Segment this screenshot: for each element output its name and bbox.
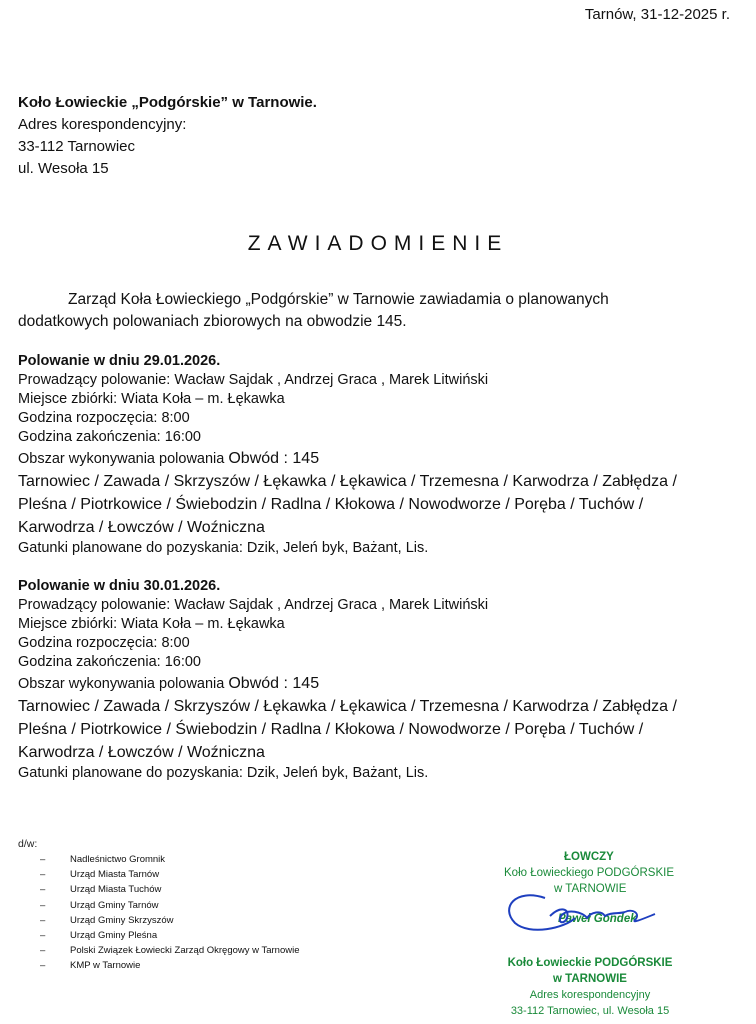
distribution-item (40, 882, 300, 897)
hunt-area-label: Obszar wykonywania polowania (18, 676, 225, 692)
intro-paragraph (18, 289, 609, 333)
hunt-places-line: Pleśna / Piotrkowice / Świebodzin / Radlna / Kłokowa / Nowodworze / Poręba / Tuchów / (18, 721, 644, 738)
sender-postal: 33-112 Tarnowiec (18, 138, 136, 155)
handwritten-signature (495, 868, 675, 938)
address-stamp (470, 955, 710, 1019)
hunt-section-2 (18, 577, 677, 783)
sender-street: ul. Wesoła 15 (18, 160, 109, 177)
hunt-places-line: Tarnowiec / Zawada / Skrzyszów / Łękawka / Łękawica / Trzemesna / Karwodrza / Zabłędza / (18, 698, 677, 715)
list-dash: – (40, 854, 46, 865)
distribution-item-label: KMP w Tarnowie (70, 960, 141, 972)
stamp-city: w TARNOWIE (554, 883, 627, 895)
distribution-item-label: Urząd Gminy Tarnów (70, 899, 159, 911)
hunt-species: Gatunki planowane do pozyskania: Dzik, Jeleń byk, Bażant, Lis. (18, 765, 429, 781)
distribution-item-label: Urząd Miasta Tarnów (70, 869, 160, 881)
stamp-person: Paweł Gondek (558, 913, 637, 925)
hunt-area (18, 447, 677, 470)
hunt-species: Gatunki planowane do pozyskania: Dzik, Jeleń byk, Bażant, Lis. (18, 540, 429, 556)
stamp-club-city: w TARNOWIE (553, 973, 627, 985)
list-dash: – (40, 869, 46, 881)
distribution-item (40, 943, 300, 958)
sender-name: Koło Łowieckie „Podgórskie” w Tarnowie. (18, 94, 317, 111)
list-dash: – (40, 884, 46, 896)
stamp-role: ŁOWCZY (564, 851, 614, 863)
hunt-places-line: Pleśna / Piotrkowice / Świebodzin / Radlna / Kłokowa / Nowodworze / Poręba / Tuchów / (18, 496, 644, 513)
distribution-item-label: Nadleśnictwo Gromnik (70, 854, 166, 865)
sender-block (18, 92, 317, 180)
distribution-item (40, 913, 300, 928)
hunt-end-time: Godzina zakończenia: 16:00 (18, 654, 201, 670)
distribution-label: d/w: (18, 838, 38, 850)
hunt-start-time: Godzina rozpoczęcia: 8:00 (18, 410, 190, 426)
list-dash: – (40, 899, 46, 911)
distribution-item (40, 958, 300, 973)
stamp-org: Koło Łowieckiego PODGÓRSKIE (504, 867, 675, 879)
intro-line-2: dodatkowych polowaniach zbiorowych na obwodzie 145. (18, 313, 407, 330)
stamp-club-name: Koło Łowieckie PODGÓRSKIE (507, 957, 673, 969)
hunt-area-label: Obszar wykonywania polowania (18, 451, 225, 467)
hunt-meeting-place: Miejsce zbiórki: Wiata Koła – m. Łękawka (18, 391, 285, 407)
hunt-heading: Polowanie w dniu 29.01.2026. (18, 353, 221, 369)
hunt-start-time: Godzina rozpoczęcia: 8:00 (18, 635, 190, 651)
hunt-places-line: Karwodrza / Łowczów / Woźniczna (18, 744, 265, 761)
hunt-places-line: Karwodrza / Łowczów / Woźniczna (18, 519, 265, 536)
hunt-heading: Polowanie w dniu 30.01.2026. (18, 578, 221, 594)
hunt-area (18, 672, 677, 695)
hunt-area-value: Obwód : 145 (228, 450, 320, 467)
distribution-item (40, 867, 300, 882)
hunt-leaders: Prowadzący polowanie: Wacław Sajdak , Andrzej Graca , Marek Litwiński (18, 597, 489, 613)
hunt-meeting-place: Miejsce zbiórki: Wiata Koła – m. Łękawka (18, 616, 285, 632)
document-date: Tarnów, 31-12-2025 r. (584, 6, 730, 23)
stamp-address-label: Adres korespondencyjny (529, 989, 651, 1001)
distribution-item-label: Urząd Gminy Pleśna (70, 930, 158, 942)
distribution-item-label: Urząd Gminy Skrzyszów (70, 914, 174, 926)
hunt-end-time: Godzina zakończenia: 16:00 (18, 429, 201, 445)
distribution-item (40, 852, 300, 867)
hunt-section-1 (18, 352, 677, 558)
hunt-leaders: Prowadzący polowanie: Wacław Sajdak , Andrzej Graca , Marek Litwiński (18, 372, 489, 388)
document-title: ZAWIADOMIENIE (247, 232, 509, 255)
distribution-item (40, 928, 300, 943)
sender-address-label: Adres korespondencyjny: (18, 116, 187, 133)
list-dash: – (40, 945, 46, 957)
list-dash: – (40, 930, 46, 942)
intro-line-1: Zarząd Koła Łowieckiego „Podgórskie” w Tarnowie zawiadamia o planowanych (68, 291, 609, 308)
distribution-item-label: Urząd Miasta Tuchów (70, 884, 162, 896)
distribution-list (40, 852, 300, 974)
distribution-item (40, 898, 300, 913)
hunt-places-line: Tarnowiec / Zawada / Skrzyszów / Łękawka / Łękawica / Trzemesna / Karwodrza / Zabłędza / (18, 473, 677, 490)
list-dash: – (40, 960, 46, 972)
list-dash: – (40, 914, 46, 926)
hunt-area-value: Obwód : 145 (228, 675, 320, 692)
distribution-item-label: Polski Związek Łowiecki Zarząd Okręgowy w Tarnowie (70, 945, 300, 957)
stamp-address: 33-112 Tarnowiec, ul. Wesoła 15 (510, 1005, 670, 1017)
